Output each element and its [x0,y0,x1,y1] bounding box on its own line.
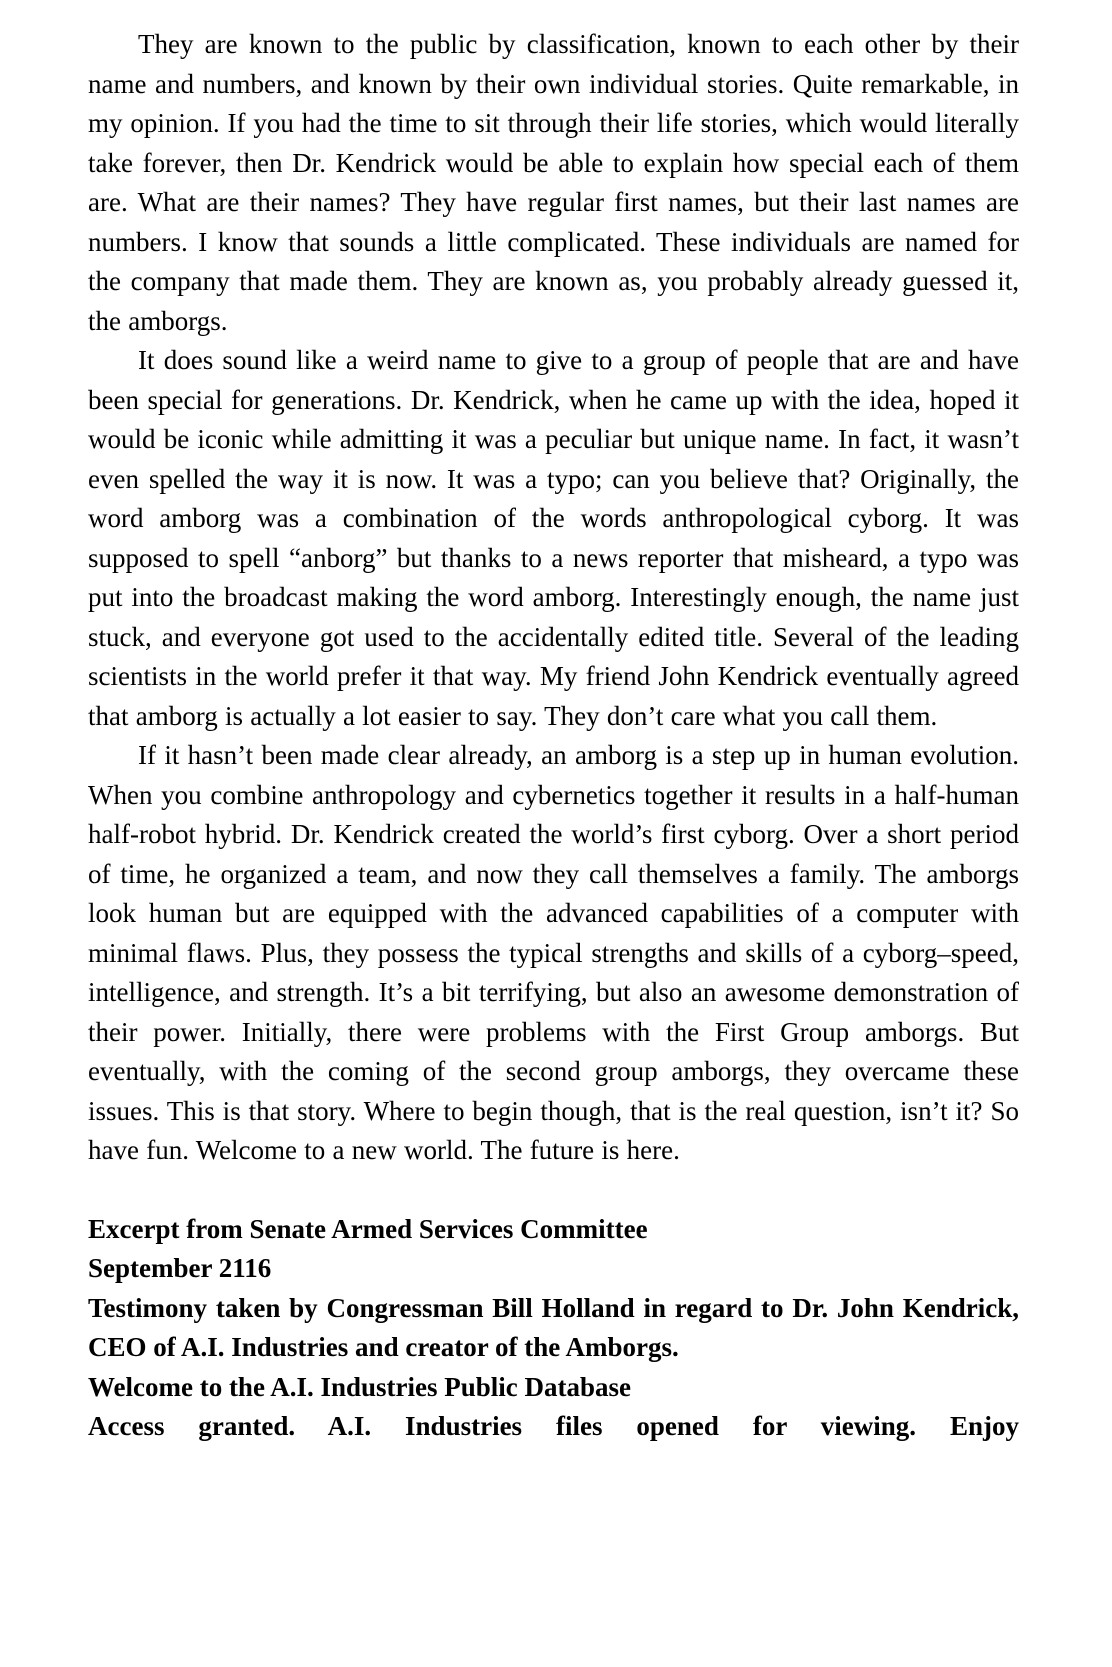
paragraph-3: If it hasn’t been made clear already, an amborg is a step up in human evolution. When you combine anthropology and cybernetics together it results in a half-human half-robot hybrid. Dr. Kendrick created the world’s first cyborg. Over a short period of time, he organized a team, and now they call themselves a family. The amborgs look human but are equipped with the advanced capabilities of a computer with minimal flaws. Plus, they possess the typical strengths and skills of a cyborg–speed, intelligence, and strength. It’s a bit terrifying, but also an awesome demonstration of their power. Initially, there were problems with the First Group amborgs. But eventually, with the coming of the second group amborgs, they overcame these issues. This is that story. Where to begin though, that is the real question, isn’t it? So have fun. Welcome to a new world. The future is here. [88,740,1019,1165]
excerpt-testimony: Testimony taken by Congressman Bill Holland in regard to Dr. John Kendrick, CEO of A.I. Industries and creator of the Amborgs. [88,1292,1019,1362]
paragraph-2: It does sound like a weird name to give to a group of people that are and have been special for generations. Dr. Kendrick, when he came up with the idea, hoped it would be iconic while admitting it was a peculiar but unique name. In fact, it wasn’t even spelled the way it is now. It was a typo; can you believe that? Originally, the word amborg was a combination of the words anthropological cyborg. It was supposed to spell “anborg” but thanks to a news reporter that misheard, a typo was put into the broadcast making the word amborg. Interestingly enough, the name just stuck, and everyone got used to the accidentally edited title. Several of the leading scientists in the world prefer it that way. My friend John Kendrick eventually agreed that amborg is actually a lot easier to say. They don’t care what you call them. [88,345,1019,731]
excerpt-access-granted: Access granted. A.I. Industries files opened for viewing. Enjoy [88,1411,1019,1441]
excerpt-section [88,1210,1019,1447]
excerpt-heading: Excerpt from Senate Armed Services Committee [88,1213,648,1244]
excerpt-welcome: Welcome to the A.I. Industries Public Database [88,1371,631,1402]
paragraph-1: They are known to the public by classification, known to each other by their name and numbers, and known by their own individual stories. Quite remarkable, in my opinion. If you had the time to sit through their life stories, which would literally take forever, then Dr. Kendrick would be able to explain how special each of them are. What are their names? They have regular first names, but their last names are numbers. I know that sounds a little complicated. These individuals are named for the company that made them. They are known as, you probably already guessed it, the amborgs. [88,29,1019,336]
excerpt-date: September 2116 [88,1253,272,1283]
